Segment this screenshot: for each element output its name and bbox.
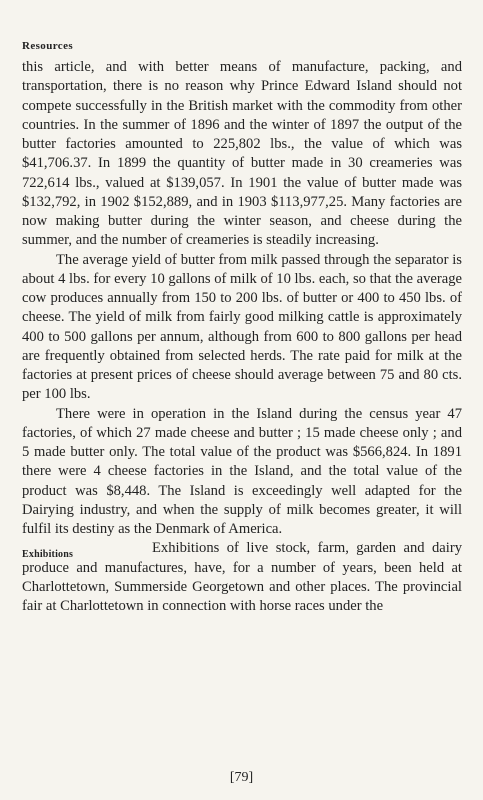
paragraph-exhibitions: Exhibitions of live stock, farm, garden and dairy produce and manufactures, have, for a number of years, been held at Charlottetown, Summerside Georgetown and other places. The provincial fair at Charlottetown in connection with horse races under the — [22, 540, 462, 614]
exhibitions-section — [22, 539, 462, 616]
paragraph-factories-census: There were in operation in the Island during the census year 47 factories, of which 27 made cheese and butter ; 15 made cheese only ; and 5 made butter only. The total value of the product was $566,824. In 1891 there were 4 cheese factories in the Island, and the total value of the product was $8,448. The Island is exceedingly well adapted for the Dairying industry, and when the supply of milk becomes greater, it will fulfil its destiny as the Denmark of America. — [22, 405, 462, 537]
side-heading-exhibitions: Exhibitions — [22, 549, 74, 561]
paragraph-butter-output: this article, and with better means of manufacture, packing, and transportation, there is no reason why Prince Edward Island should not compete successfully in the British market with the commodity from other countries. In the summer of 1896 and the winter of 1897 the output of the butter factories amounted to 225,802 lbs., the value of which was $41,706.37. In 1899 the quantity of butter made in 30 creameries was 722,614 lbs., valued at $139,057. In 1901 the value of butter made was $132,792, in 1902 $152,889, and in 1903 $113,977,25. Many factories are now making butter during the winter season, and cheese during the summer, and the number of creameries is steadily increasing. — [22, 59, 462, 249]
running-head: Resources — [22, 40, 74, 52]
paragraph-average-yield: The average yield of butter from milk passed through the separator is about 4 lbs. for every 10 gallons of milk of 10 lbs. each, so that the average cow produces annually from 150 to 200 lbs. of butter or 400 to 450 lbs. of cheese. The yield of milk from fairly good milking cattle is approximately 400 to 500 gallons per annum, although from 600 to 800 gallons per head are frequently obtained from selected herds. The rate paid for milk at the factories at present prices of cheese should average between 75 and 80 cts. per 100 lbs. — [22, 251, 462, 403]
page-number: [79] — [229, 770, 254, 785]
body-text — [22, 58, 462, 616]
